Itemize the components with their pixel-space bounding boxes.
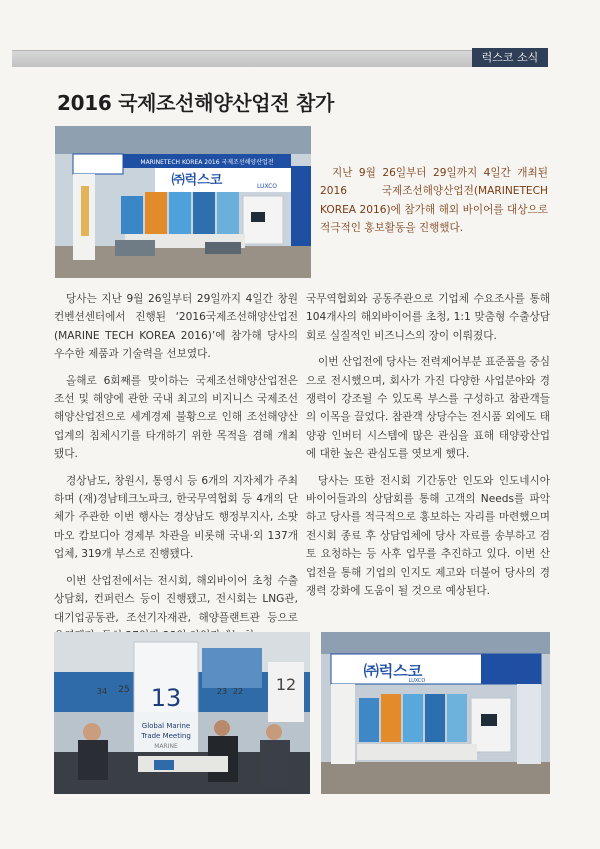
body-paragraph: 당사는 지난 9월 26일부터 29일까지 4일간 창원컨벤션센터에서 진행된 ‘2016국제조선해양산업전(MARINE TECH KOREA 2016)’에 참가해 당사의 우수한 제품과 기술력을 선보였다. <box>54 293 298 361</box>
number-label: 22 <box>232 687 244 696</box>
meeting-photo <box>54 632 310 794</box>
body-paragraph: 국무역협회와 공동주관으로 기업체 수요조사를 통해 104개사의 해외바이어를 초청, 1:1 맞춤형 수출상담회로 실질적인 비즈니스의 장이 이뤄졌다. <box>306 293 550 342</box>
body-paragraph: 이번 산업전에 당사는 전력제어부분 표준품을 중심으로 전시했으며, 회사가 가진 다양한 사업분야와 경쟁력이 강조될 수 있도록 부스를 구성하고 참관객들의 이목을 끌었다. 참관객 상당수는 전시품 외에도 태양광 인버터 시스템에 많은 관심을 표해 태양광산업에 대한 높은 관심도를 엿보게 했다. <box>306 356 550 461</box>
booth-sign-text: ㈜럭스코 <box>171 173 223 188</box>
intro-paragraph <box>320 164 548 238</box>
number-label: 25 <box>118 685 130 695</box>
body-column-left <box>54 290 298 653</box>
section-label: 럭스코 소식 <box>472 48 548 67</box>
booth-sub-text: LUXCO <box>256 183 278 190</box>
booth-photo-top <box>55 126 311 278</box>
booth-photo-bottom <box>321 632 550 794</box>
body-paragraph: 이번 산업전에서는 전시회, 해외바이어 초청 수출상담회, 컨퍼런스 등이 진행됐고, 전시회는 LNG관, 대기업공동관, 조선기자재관, 해양플랜트관 등으로 <box>54 574 298 624</box>
body-column-right <box>306 290 550 609</box>
side-number: 12 <box>275 675 297 694</box>
body-paragraph: 경상남도, 창원시, 통영시 등 6개의 지자체가 주최하며 (재)경남테크노파크, 한국무역협회 등 4개의 단체가 주관한 이번 행사는 경상남도 행정부지사, 소팟마오 캄보디아 경제부 차관을 비롯해 국내·외 137개 업체, 319개 부스로 진행됐다. <box>54 474 298 561</box>
number-label: 23 <box>216 687 228 696</box>
banner-logo: MARINE <box>154 743 178 750</box>
body-paragraph: 올해로 6회째를 맞이하는 국제조선해양산업전은 조선 및 해양에 관한 국내 최고의 비지니스 국제조선해양산업전으로 세계경제 불황으로 인해 조선해양산업계의 침체시기를 타개하기 위한 목적을 겸해 개최됐다. <box>54 374 298 461</box>
banner-line-1: Global Marine <box>141 722 191 730</box>
booth-number: 13 <box>150 684 182 712</box>
body-paragraph: 당사는 또한 전시회 기간동안 인도와 인도네시아 바이어들과의 상담회를 통해 고객의 Needs를 파악하고 당사를 적극적으로 홍보하는 자리를 마련했으며 전시회 종료 후 상담업체에 당사 자료를 송부하고 검토 요청하는 등 사후 업무를 추진하고 있다. 이번 산업전을 통해 기업의 인지도 제고와 더불어 당사의 경쟁력 강화에 도움이 될 것으로 예상된다. <box>306 474 550 598</box>
booth-sign-text: ㈜럭스코 <box>363 662 423 680</box>
banner-line-2: Trade Meeting <box>141 732 191 740</box>
booth-sub-text: LUXCO <box>408 678 426 684</box>
number-label: 34 <box>96 687 108 696</box>
intro-text: 지난 9월 26일부터 29일까지 4일간 개최된 2016 국제조선해양산업전(MARINETECH KOREA 2016)에 참가해 해외 바이어를 대상으로 적극적인 홍보활동을 진행했다. <box>320 167 548 235</box>
page-title: 2016 국제조선해양산업전 참가 <box>57 91 335 115</box>
header-rule <box>12 50 472 67</box>
banner-text: MARINETECH KOREA 2016 국제조선해양산업전 <box>140 159 274 166</box>
